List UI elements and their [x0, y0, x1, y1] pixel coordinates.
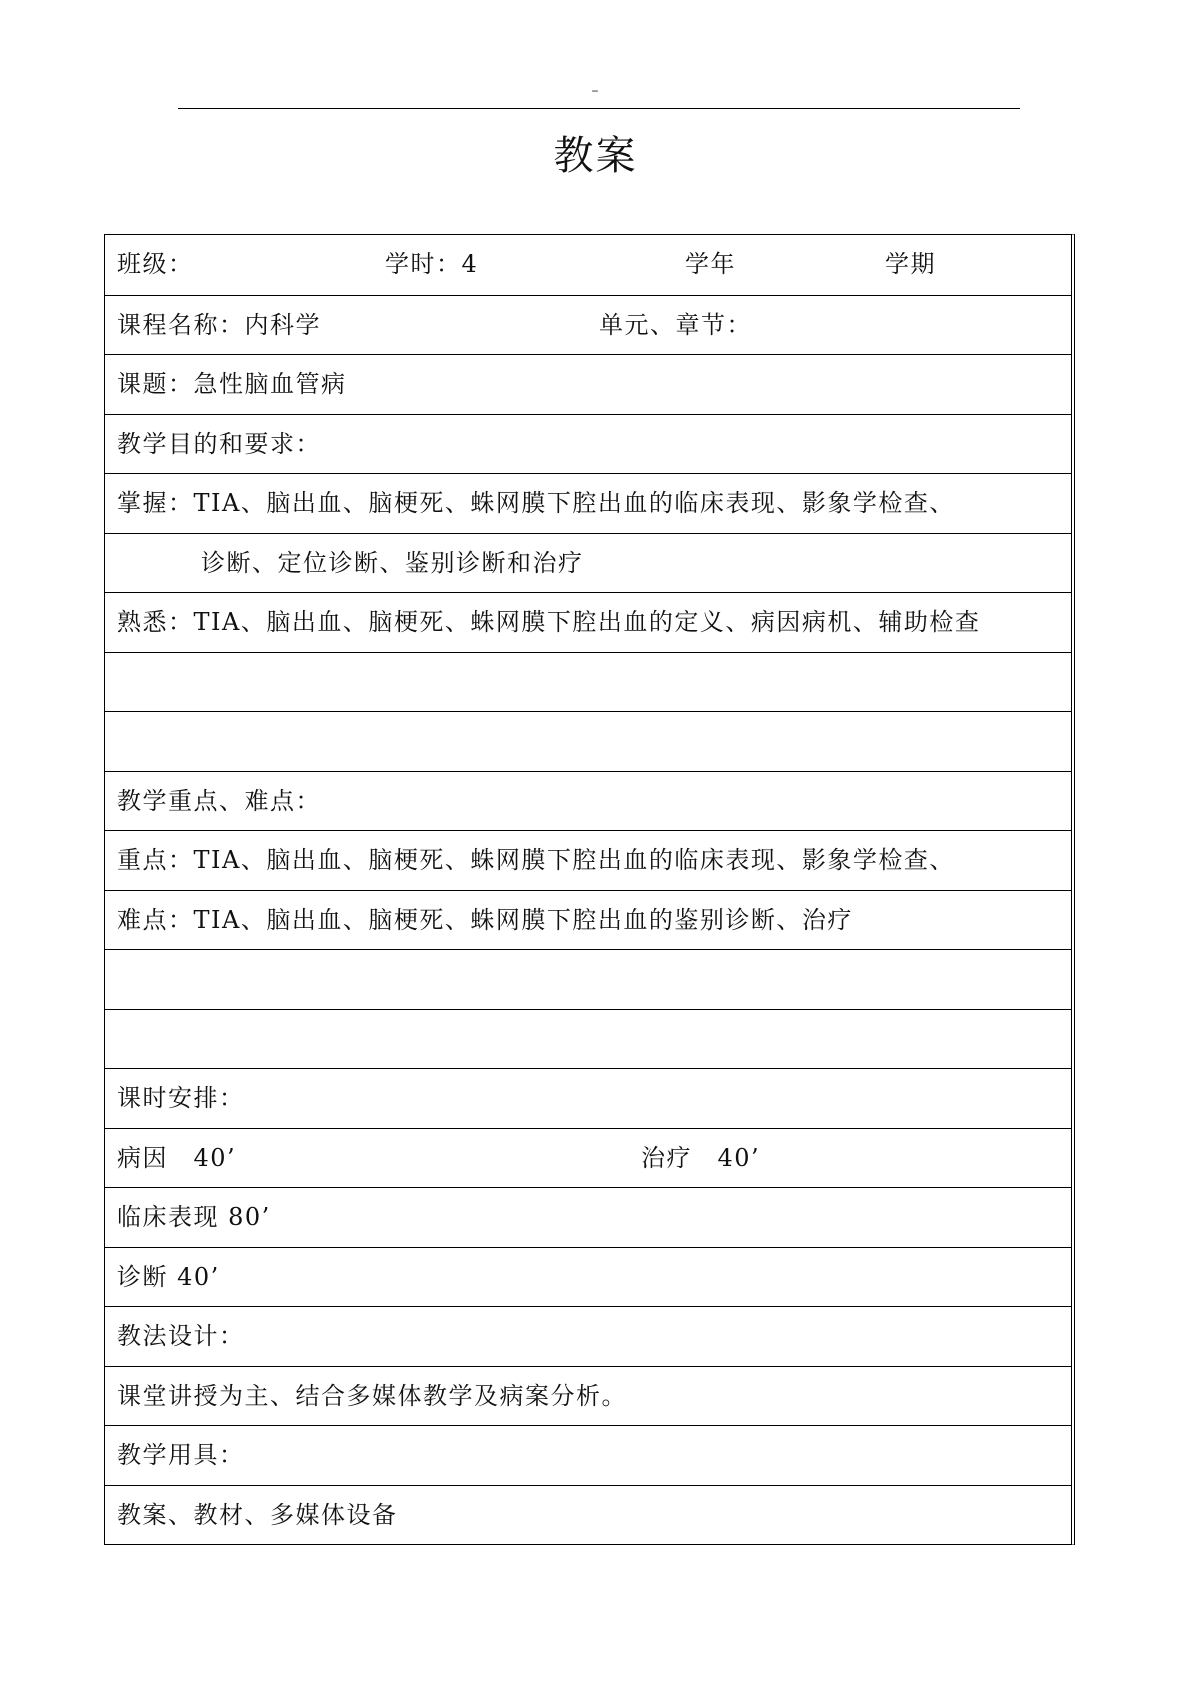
tools-label: 教学用具： [117, 1441, 245, 1469]
schedule-diagnosis: 诊断 40’ [117, 1262, 220, 1291]
row-topic [105, 354, 1071, 414]
row-course [105, 295, 1071, 355]
row-empty [105, 711, 1071, 771]
master-text-continued: 诊断、定位诊断、鉴别诊断和治疗 [201, 548, 584, 577]
class-label: 班级： [117, 250, 194, 278]
method-text: 课堂讲授为主、结合多媒体教学及病案分析。 [117, 1381, 627, 1410]
row-method-label [105, 1306, 1071, 1366]
row-method [105, 1366, 1071, 1426]
semester-label: 学期 [885, 250, 936, 278]
row-schedule-3 [105, 1247, 1071, 1307]
difficult-points-text: 难点：TIA、脑出血、脑梗死、蛛网膜下腔出血的鉴别诊断、治疗 [117, 905, 853, 934]
hours-label: 学时：4 [385, 250, 479, 278]
schedule-treatment: 治疗 40’ [641, 1143, 761, 1172]
key-points-label: 教学重点、难点： [117, 786, 321, 815]
row-schedule-2 [105, 1187, 1071, 1247]
row-key-points [105, 830, 1071, 890]
objectives-label: 教学目的和要求： [117, 429, 321, 458]
course-name: 课程名称：内科学 [117, 310, 321, 339]
row-master-continued [105, 533, 1071, 593]
row-schedule-label [105, 1068, 1071, 1128]
row-master [105, 473, 1071, 533]
familiar-text: 熟悉：TIA、脑出血、脑梗死、蛛网膜下腔出血的定义、病因病机、辅助检查 [117, 608, 981, 636]
row-empty [105, 1009, 1071, 1069]
row-key-label [105, 771, 1071, 831]
page-title: 教案 [553, 133, 638, 179]
row-difficult-points [105, 890, 1071, 950]
topic: 课题：急性脑血管病 [117, 370, 347, 398]
schedule-clinical: 临床表现 80’ [117, 1203, 271, 1231]
school-year-label: 学年 [685, 250, 736, 278]
row-class-info [105, 235, 1071, 295]
row-objectives-label [105, 414, 1071, 474]
header-mark: – [591, 83, 599, 99]
key-points-text: 重点：TIA、脑出血、脑梗死、蛛网膜下腔出血的临床表现、影象学检查、 [117, 846, 955, 874]
tools-text: 教案、教材、多媒体设备 [117, 1500, 398, 1529]
row-tools-label [105, 1425, 1071, 1485]
unit-chapter-label: 单元、章节： [599, 310, 752, 339]
row-tools [105, 1485, 1071, 1545]
schedule-label: 课时安排： [117, 1084, 245, 1112]
header-rule [178, 108, 1020, 109]
lesson-plan-table [104, 234, 1075, 1545]
row-schedule-1 [105, 1128, 1071, 1188]
row-empty [105, 652, 1071, 712]
row-empty [105, 949, 1071, 1009]
master-text: 掌握：TIA、脑出血、脑梗死、蛛网膜下腔出血的临床表现、影象学检查、 [117, 489, 955, 517]
method-label: 教法设计： [117, 1322, 245, 1350]
schedule-etiology: 病因 40’ [117, 1143, 237, 1172]
row-familiar [105, 592, 1071, 652]
